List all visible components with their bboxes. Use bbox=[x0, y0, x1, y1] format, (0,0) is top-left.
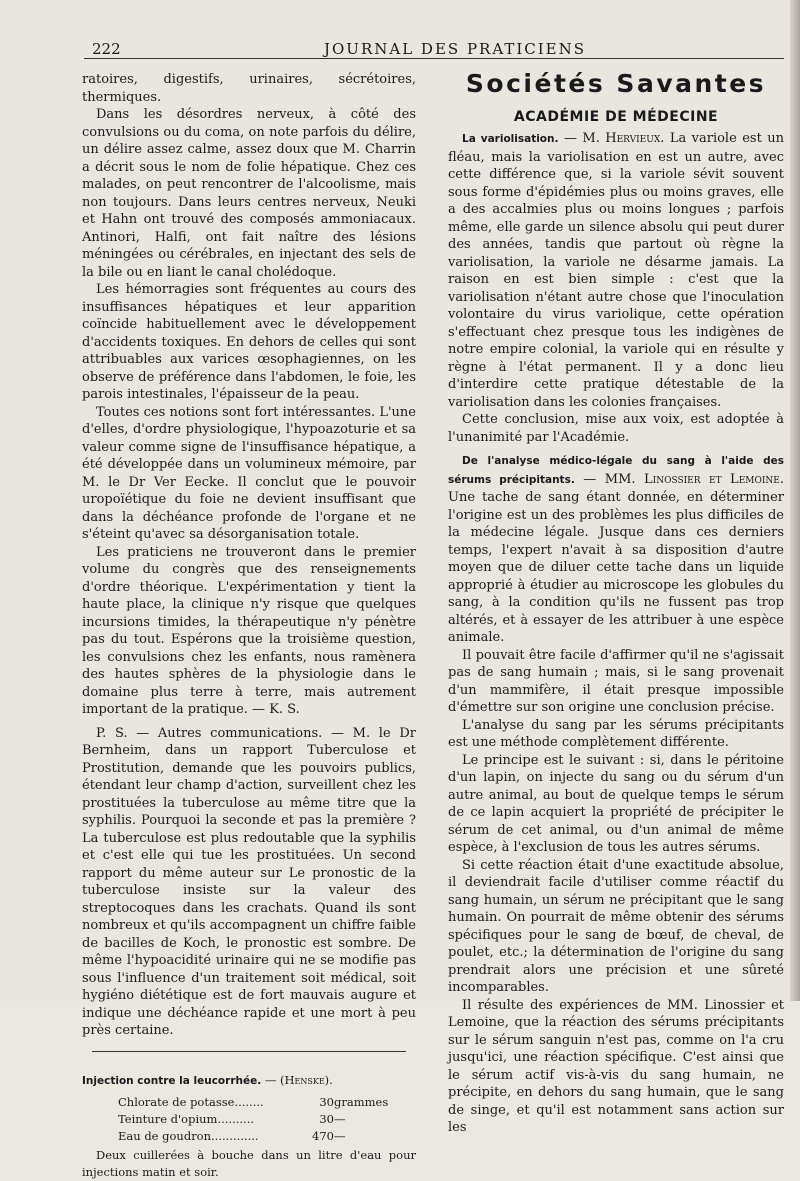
ingredient-name: Chlorate de potasse........ bbox=[118, 1094, 264, 1109]
recipe-title: Injection contre la leucorrhée. bbox=[82, 1074, 262, 1087]
article-title: La variolisation. bbox=[462, 133, 559, 145]
recipe-block bbox=[82, 1072, 416, 1181]
paragraph: Les praticiens ne trouveront dans le premier volume du congrès que des renseignements d'ordre théorique. L'expérimentation y tient la haute place, la clinique n'y risque que quelques incursions timides, la thérapeutique n'y pénètre pas du tout. Espérons que la troisième question, les convulsions chez les enfants, nous ramènera des hautes sphères de la physiologie dans le domaine plus terre à terre, mais autrement important de la pratique. — K. S. bbox=[82, 544, 416, 717]
title-dash: — MM. bbox=[574, 471, 645, 487]
article-variolisation bbox=[448, 130, 784, 411]
page-edge-shadow bbox=[790, 0, 800, 1001]
paragraph: Dans les désordres nerveux, à côté des convulsions ou du coma, on note parfois du délire, un délire assez calme, assez doux que M. Charrin a décrit sous le nom de folie hépatique. Chez ces malades, on peut rencontrer de l'alcoolisme, mais non toujours. Dans leurs centres nerveux, Neuki et Hahn ont trouvé des composés ammoniacaux. Antinori, Halfi, ont fait naître des lésions méningées ou cérébrales, en injectant des sels de la bile ou en liant le canal cholédoque. bbox=[82, 107, 416, 280]
ingredients-table bbox=[118, 1094, 388, 1145]
right-paragraphs bbox=[448, 647, 784, 1137]
ingredient-qty: 30 bbox=[319, 1094, 334, 1109]
ingredient-unit: — bbox=[334, 1128, 346, 1143]
journal-title: JOURNAL DES PRATICIENS bbox=[324, 40, 587, 58]
paragraph: P. S. — Autres communications. — M. le Dr Bernheim, dans un rapport Tuberculose et Prostitution, demande que les pouvoirs publics, étendant leur champ d'action, surveillent chez les prostituées la tuberculose au même titre que la syphilis. Pourquoi la seconde et pas la première ? La tuberculose est plus redoutable que la syphilis et c'est elle qui tue les prostituées. Un second rapport du même auteur sur Le pronostic de la tuberculose insiste sur la valeur des streptocoques dans les crachats. Quand ils sont nombreux et qu'ils accompagnent un chiffre faible de bacilles de Koch, le pronostic est sombre. De même l'hypoacidité urinaire qui ne se modifie pas sous l'influence d'un traitement soit médical, soit hygiéno diététique est de fort mauvais augure et indique une déchéance rapide et une mort à peu près certaine. bbox=[82, 725, 416, 1038]
article-author: Hervieux bbox=[605, 131, 661, 146]
article-title: De l'analyse médico-légale du sang à l'aide des sérums précipitants. bbox=[448, 455, 784, 486]
paragraph: Toutes ces notions sont fort intéressantes. L'une d'elles, d'ordre physiologique, l'hypoazoturie et sa valeur comme signe de l'insuffisance hépatique, a été développée dans un volumineux mémoire, par M. le Dr Ver Eecke. Il conclut que le pouvoir uropoïétique du foie ne devient insuffisant que dans la déchéance profonde de l'organe et ne s'éteint qu'avec sa désorganisation totale. bbox=[82, 404, 416, 542]
title-dash: — M. bbox=[558, 131, 606, 146]
right-column bbox=[448, 71, 784, 1137]
paragraph: Il pouvait être facile d'affirmer qu'il ne s'agissait pas de sang humain ; mais, si le sang provenait d'un mammifère, il était presque impossible d'émettre sur son origine une conclusion précise. bbox=[448, 647, 784, 715]
section-title: Sociétés Savantes bbox=[465, 69, 767, 98]
paragraph: L'analyse du sang par les sérums précipitants est une méthode complètement différente. bbox=[448, 717, 784, 750]
paragraph: Les hémorragies sont fréquentes au cours des insuffisances hépatiques et leur apparition coïncide habituellement avec le développement d'accidents toxiques. En dehors de celles qui sont attribuables aux varices œsophagiennes, on les observe de préférence dans l'abdomen, le foie, les parois intestinales, l'épaisseur de la peau. bbox=[82, 282, 416, 402]
separator-rule bbox=[92, 1051, 406, 1052]
running-header bbox=[84, 34, 784, 59]
recipe-note: Deux cuillerées à bouche dans un litre d'eau pour injections matin et soir. bbox=[82, 1147, 416, 1179]
recipe-author: — (Henske). bbox=[264, 1072, 333, 1087]
article-text: . La variole est un fléau, mais la variolisation en est un autre, avec cette différence que, si la variole sévit souvent sous forme d'épidémies plus ou moins graves, elle a des accalmies plus ou moins longues ; parfois même, elle garde un silence absolu qui peut durer des années, tandis que partout où règne la variolisation, la variole ne désarme jamais. La raison en est bien simple : c'est que la variolisation n'étant autre chose que l'inoculation volontaire du virus variolique, cette opération s'effectuant chez presque tous les indigènes de notre empire colonial, la variole qui en résulte y règne à l'état permanent. Il y a donc lieu d'interdire cette pratique détestable de la variolisation dans les colonies françaises. bbox=[448, 131, 784, 410]
paragraph: Il résulte des expériences de MM. Linossier et Lemoine, que la réaction des sérums précipitants sur le sérum sanguin n'est pas, comme on l'a cru jusqu'ici, une réaction spécifique. C'est ainsi que le sérum actif vis-à-vis du sang humain, ne précipite, en dehors du sang humain, que le sang de singe, et qu'il est notamment sans action sur les bbox=[448, 997, 784, 1135]
ingredient-unit: grammes bbox=[334, 1094, 389, 1109]
page-number: 222 bbox=[92, 40, 121, 58]
article-text: . Une tache de sang étant donnée, en déterminer l'origine est un des problèmes les plus difficiles de la médecine légale. Jusque dans ces derniers temps, l'expert n'avait à sa disposition d'autre moyen que de diluer cette tache dans un liquide approprié à étudier au microscope les globules du sang, à la condition qu'ils ne fussent pas trop altérés, et à essayer de les attribuer à une espèce animale. bbox=[448, 471, 784, 645]
article-analyse-sang bbox=[448, 452, 784, 647]
academy-heading: ACADÉMIE DE MÉDECINE bbox=[513, 108, 719, 125]
paragraph: Le principe est le suivant : si, dans le péritoine d'un lapin, on injecte du sang ou du sérum d'un autre animal, au bout de quelque temps le sérum de ce lapin acquiert la propriété de précipiter le sérum de cet animal, ou d'un animal de même espèce, à l'exclusion de tous les autres sérums. bbox=[448, 752, 784, 855]
paragraph: Si cette réaction était d'une exactitude absolue, il deviendrait facile d'utiliser comme réactif du sang humain, un sérum ne précipitant que le sang humain. On pourrait de même obtenir des sérums spécifiques pour le sang de bœuf, de cheval, de poulet, etc.; la détermination de l'origine du sang prendrait alors une précision et une sûreté incomparables. bbox=[448, 857, 784, 995]
paragraph: ratoires, digestifs, urinaires, sécrétoires, thermiques. bbox=[82, 72, 416, 105]
ingredient-qty: 30 bbox=[319, 1111, 334, 1126]
ingredient-row bbox=[118, 1094, 388, 1111]
article-author: Linossier et Lemoine bbox=[644, 471, 780, 487]
article-paragraph: Cette conclusion, mise aux voix, est adoptée à l'unanimité par l'Académie. bbox=[448, 412, 784, 445]
ingredient-row bbox=[118, 1111, 388, 1128]
ingredient-row bbox=[118, 1128, 388, 1145]
ingredient-name: Eau de goudron............. bbox=[118, 1128, 259, 1143]
ingredient-unit: — bbox=[334, 1111, 346, 1126]
ingredient-qty: 470 bbox=[312, 1128, 334, 1143]
left-column bbox=[82, 71, 416, 1181]
recipe-heading bbox=[82, 1072, 416, 1090]
left-paragraphs bbox=[82, 71, 416, 1040]
ingredient-name: Teinture d'opium.......... bbox=[118, 1111, 255, 1126]
